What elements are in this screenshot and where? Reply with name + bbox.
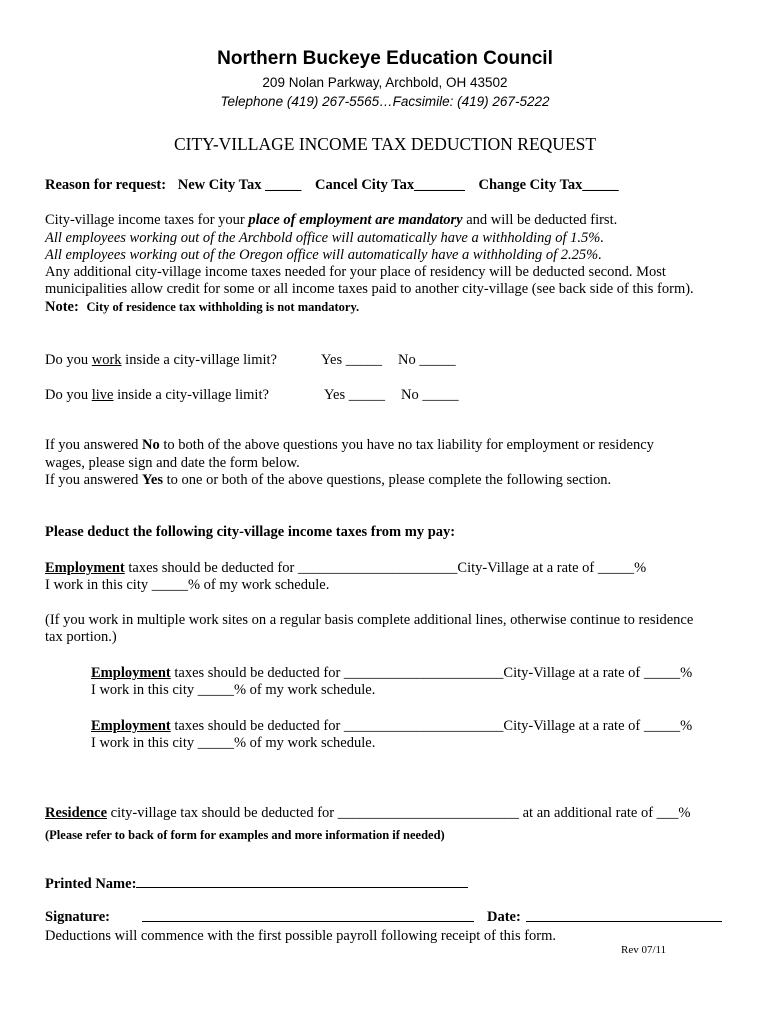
question-text: inside a city-village limit? (121, 352, 277, 368)
residence-text[interactable]: city-village tax should be deducted for _________________________ at an additional rate of ___% (107, 805, 691, 821)
residence-label: Residence (45, 805, 108, 821)
employment-label: Employment (91, 718, 171, 734)
deduct-heading: Please deduct the following city-village income taxes from my pay: (45, 524, 456, 540)
question-key: work (91, 352, 122, 368)
employment-schedule-1[interactable]: I work in this city _____% of my work schedule. (45, 577, 330, 593)
oregon-note: All employees working out of the Oregon office will automatically have a withholding of 2.25%. (45, 247, 602, 263)
answer-no-line (45, 437, 654, 454)
answer-text: If you answered (45, 472, 143, 488)
printed-name-row[interactable] (45, 875, 468, 893)
question-text: Do you (45, 387, 92, 403)
intro-text: City-village income taxes for your (45, 212, 249, 228)
answer-text: If you answered (45, 437, 143, 453)
organization-address: 209 Nolan Parkway, Archbold, OH 43502 (262, 75, 508, 90)
signature-field[interactable] (142, 909, 474, 922)
organization-contact: Telephone (419) 267-5565…Facsimile: (419) 267-5222 (220, 94, 550, 109)
revision-label: Rev 07/11 (621, 944, 667, 956)
signature-label: Signature: (45, 909, 110, 925)
question-text: Do you (45, 352, 92, 368)
employment-text[interactable]: taxes should be deducted for ______________________City-Village at a rate of _____% (170, 665, 693, 681)
employment-text[interactable]: taxes should be deducted for ______________________City-Village at a rate of _____% (170, 718, 693, 734)
date-label: Date: (487, 909, 521, 925)
work-yes-field[interactable]: Yes _____ (321, 352, 382, 368)
printed-name-label: Printed Name: (45, 876, 137, 892)
question-text: inside a city-village limit? (113, 387, 269, 403)
reason-change-city-tax[interactable]: Change City Tax_____ (478, 177, 619, 193)
intro-line-4: Any additional city-village income taxes needed for your place of residency will be deducted second. Most (45, 264, 666, 280)
employment-schedule-2[interactable]: I work in this city _____% of my work schedule. (91, 682, 376, 698)
employment-label: Employment (45, 560, 125, 576)
employment-text[interactable]: taxes should be deducted for ______________________City-Village at a rate of _____% (124, 560, 647, 576)
archbold-note: All employees working out of the Archbold office will automatically have a withholding of 1.5%. (45, 230, 604, 246)
work-no-field[interactable]: No _____ (398, 352, 456, 368)
intro-line-5: municipalities allow credit for some or all income taxes paid to another city-village (see back side of this form). (45, 281, 694, 297)
live-yes-field[interactable]: Yes _____ (324, 387, 385, 403)
answer-text: to both of the above questions you have no tax liability for employment or residency (159, 437, 654, 453)
printed-name-field[interactable] (136, 875, 468, 888)
reason-row (45, 177, 619, 194)
employment-line-1[interactable] (45, 560, 646, 577)
multi-site-note-1: (If you work in multiple work sites on a regular basis complete additional lines, otherwise continue to residence (45, 612, 694, 628)
answer-yes-line (45, 472, 611, 489)
reason-cancel-city-tax[interactable]: Cancel City Tax_______ (315, 177, 465, 193)
reason-new-city-tax[interactable]: New City Tax _____ (177, 177, 302, 193)
note-row (45, 299, 359, 316)
employment-line-3[interactable] (91, 718, 692, 735)
employment-label: Employment (91, 665, 171, 681)
answer-no: No (142, 437, 160, 453)
residence-line[interactable] (45, 805, 691, 822)
reason-label: Reason for request: (45, 177, 167, 193)
deductions-footer: Deductions will commence with the first possible payroll following receipt of this form. (45, 928, 557, 944)
note-text: City of residence tax withholding is not mandatory. (86, 300, 360, 314)
employment-line-2[interactable] (91, 665, 692, 682)
answer-yes: Yes (142, 472, 163, 488)
intro-line-1 (45, 212, 617, 229)
organization-name: Northern Buckeye Education Council (217, 48, 553, 69)
question-key: live (91, 387, 114, 403)
live-no-field[interactable]: No _____ (401, 387, 459, 403)
answer-no-line-2: wages, please sign and date the form below. (45, 455, 300, 471)
intro-text: and will be deducted first. (462, 212, 618, 228)
question-live (45, 387, 269, 404)
answer-text: to one or both of the above questions, please complete the following section. (163, 472, 612, 488)
question-work (45, 352, 277, 369)
form-title: CITY-VILLAGE INCOME TAX DEDUCTION REQUEST (173, 134, 597, 154)
residence-note: (Please refer to back of form for examples and more information if needed) (45, 828, 445, 842)
employment-schedule-3[interactable]: I work in this city _____% of my work schedule. (91, 735, 376, 751)
multi-site-note-2: tax portion.) (45, 629, 117, 645)
date-field[interactable] (526, 909, 722, 922)
intro-emphasis: place of employment are mandatory (248, 212, 463, 228)
note-label: Note: (45, 299, 79, 315)
